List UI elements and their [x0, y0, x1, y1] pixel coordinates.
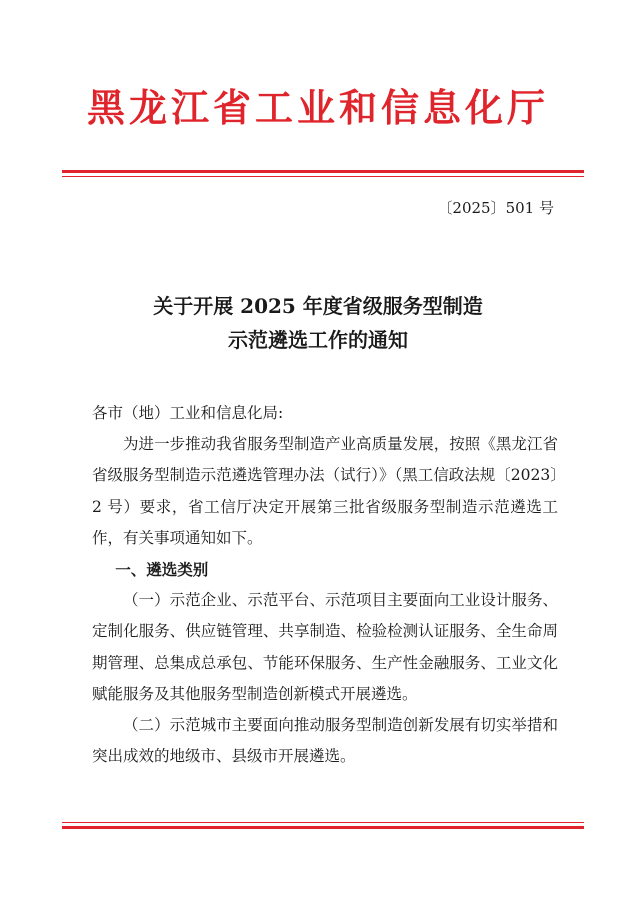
- footer-red-rule-thick: [62, 826, 584, 829]
- footer-red-rule-thin: [62, 822, 584, 823]
- intro-paragraph: 为进一步推动我省服务型制造产业高质量发展，按照《黑龙江省省级服务型制造示范遴选管理办法（试行）》（黑工信政法规〔2023〕2 号）要求，省工信厅决定开展第三批省级服务型制造示范遴选工作，有关事项通知如下。: [92, 435, 558, 547]
- document-number: 〔2025〕501 号: [437, 199, 554, 217]
- section-item-2: （二）示范城市主要面向推动服务型制造创新发展有切实举措和突出成效的地级市、县级市开展遴选。: [92, 716, 558, 766]
- header-red-rule-thin: [62, 176, 584, 177]
- section-heading: 一、遴选类别: [115, 560, 209, 580]
- issuing-authority-header: 黑龙江省工业和信息化厅: [86, 85, 549, 130]
- salutation: 各市（地）工业和信息化局:: [92, 404, 284, 422]
- header-red-rule-thick: [62, 170, 584, 173]
- document-title-line-1: 关于开展 2025 年度省级服务型制造: [153, 294, 483, 318]
- document-body: [92, 398, 558, 772]
- section-item-1: （一）示范企业、示范平台、示范项目主要面向工业设计服务、定制化服务、供应链管理、共享制造、检验检测认证服务、全生命周期管理、总集成总承包、节能环保服务、生产性金融服务、工业文化赋能服务及其他服务型制造创新模式开展遴选。: [92, 591, 558, 703]
- document-title-line-2: 示范遴选工作的通知: [228, 328, 408, 352]
